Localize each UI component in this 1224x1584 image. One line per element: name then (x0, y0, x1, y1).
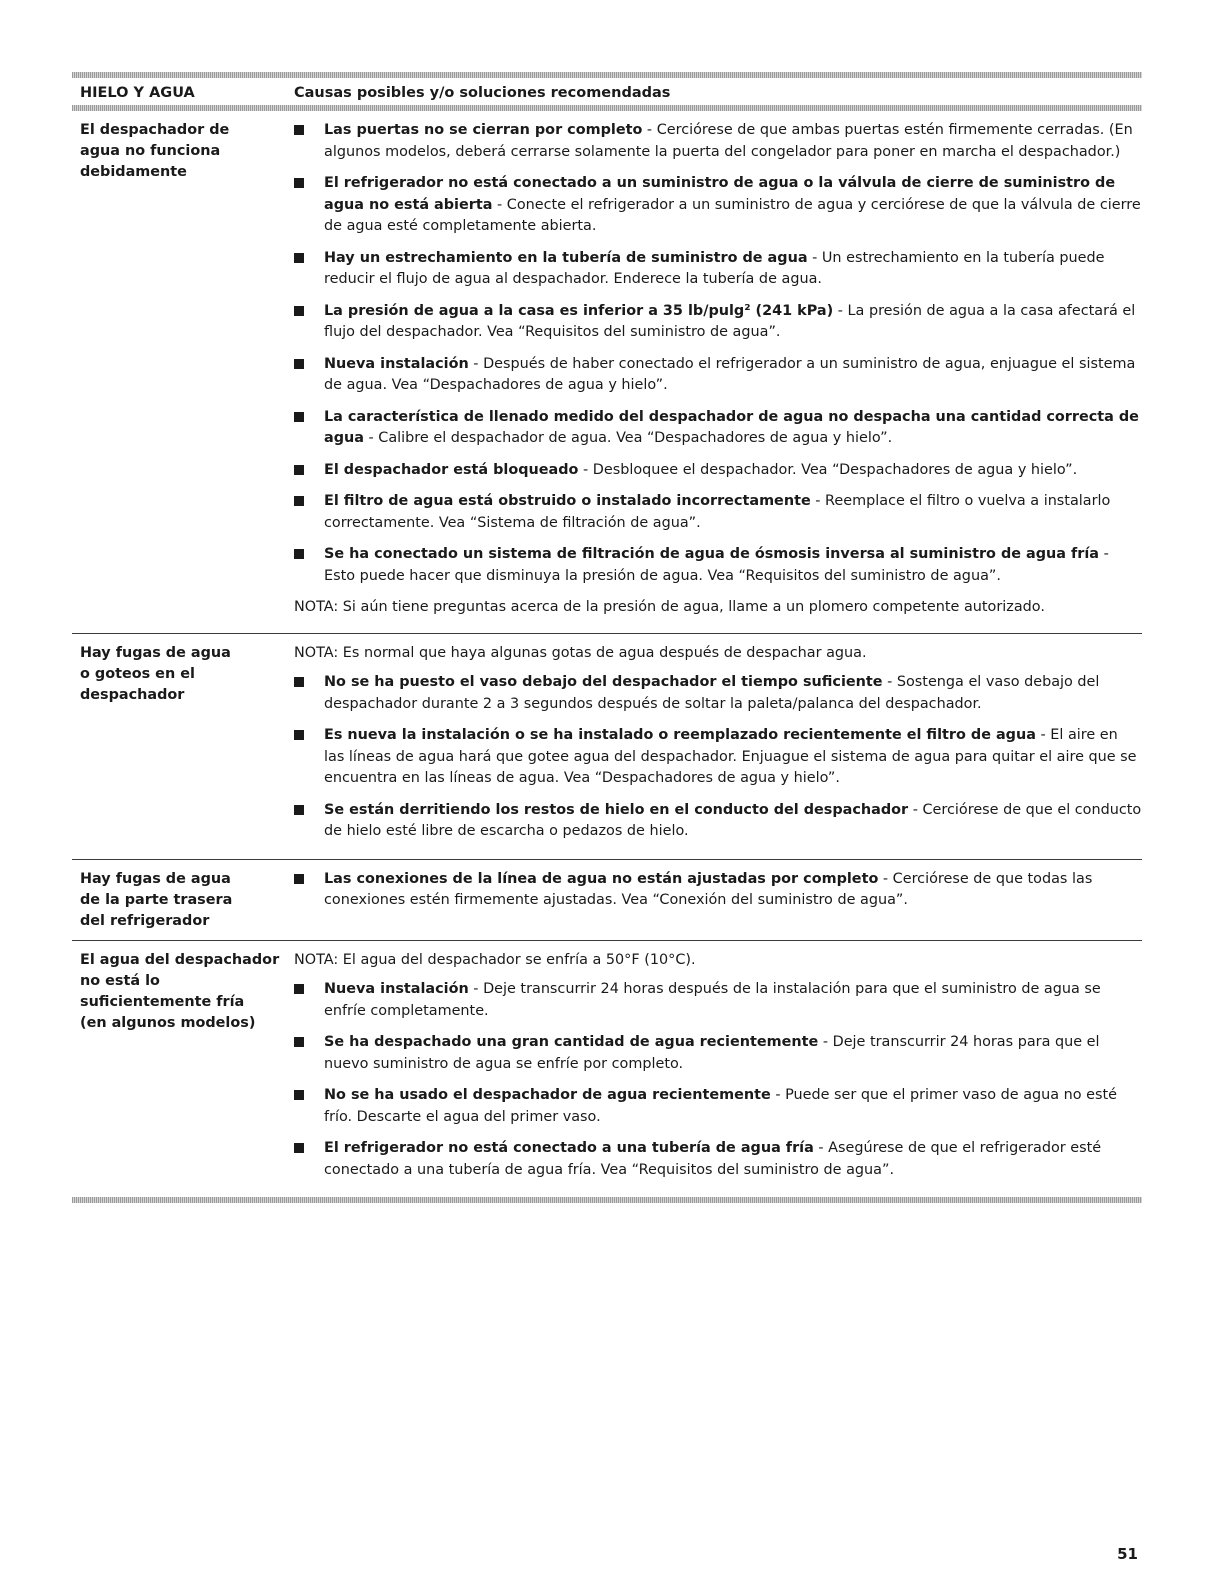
square-bullet-icon (294, 730, 304, 740)
table-row (72, 111, 1142, 633)
list-item (294, 979, 1142, 1022)
square-bullet-icon (294, 465, 304, 475)
problem-cell (72, 633, 294, 859)
list-item (294, 1085, 1142, 1128)
cause-text: Las conexiones de la línea de agua no están ajustadas por completo (324, 870, 879, 887)
cause-text: No se ha puesto el vaso debajo del despachador el tiempo suficiente (324, 674, 883, 690)
solution-text: - Esto puede hacer que disminuya la presión de agua. Vea “Requisitos del suministro de agua”. (324, 546, 1109, 584)
table-header (72, 78, 1142, 105)
list-item (294, 354, 1142, 397)
square-bullet-icon (294, 549, 304, 559)
solution-text: - Cerciórese de que el conducto de hielo esté libre de escarcha o pedazos de hielo. (324, 801, 1142, 839)
problem-line: o goteos en el (80, 665, 195, 682)
item-text (324, 672, 1142, 715)
solution-text: - El aire en las líneas de agua hará que gotee agua del despachador. Enjuague el sistema de agua para quitar el aire que se encuentra en las líneas de agua. Vea “Despachadores de agua y hielo”. (324, 727, 1137, 786)
solutions-cell (294, 633, 1142, 859)
list-item (294, 407, 1142, 450)
bottom-band (72, 1197, 1142, 1203)
square-bullet-icon (294, 496, 304, 506)
list-item (294, 173, 1142, 238)
cause-text: Es nueva la instalación o se ha instalado o reemplazado recientemente el filtro de agua (324, 727, 1036, 743)
square-bullet-icon (294, 1143, 304, 1153)
solutions-cell (294, 859, 1142, 940)
list-item (294, 725, 1142, 790)
solution-text: - Asegúrese de que el refrigerador esté conectado a una tubería de agua fría. Vea “Requisitos del suministro de agua”. (324, 1140, 1102, 1178)
solution-text: - Después de haber conectado el refrigerador a un suministro de agua, enjuague el sistema de agua. Vea “Despachadores de agua y hielo”. (324, 355, 1136, 393)
square-bullet-icon (294, 412, 304, 422)
square-bullet-icon (294, 1037, 304, 1047)
list-item (294, 1032, 1142, 1075)
solution-text: - Conecte el refrigerador a un suministro de agua y cerciórese de que la válvula de cierre de agua esté completamente abierta. (324, 196, 1141, 234)
item-text (324, 120, 1142, 163)
solution-text: - Cerciórese de que ambas puertas estén firmemente cerradas. (En algunos modelos, deberá cerrarse solamente la puerta del congelador para poner en marcha el despachador.) (324, 122, 1133, 160)
cause-text: No se ha usado el despachador de agua recientemente (324, 1087, 771, 1103)
item-text (324, 354, 1142, 397)
header-causes-title: Causas posibles y/o soluciones recomendadas (294, 85, 671, 101)
square-bullet-icon (294, 677, 304, 687)
solution-text: - Deje transcurrir 24 horas para que el nuevo suministro de agua se enfríe por completo. (324, 1034, 1100, 1072)
item-text (324, 869, 1142, 912)
square-bullet-icon (294, 178, 304, 188)
solution-text: - Calibre el despachador de agua. Vea “Despachadores de agua y hielo”. (363, 430, 893, 446)
problem-line: El despachador de (80, 122, 230, 138)
item-text (324, 1032, 1142, 1075)
square-bullet-icon (294, 1090, 304, 1100)
problem-line: El agua del despachador (80, 951, 280, 968)
list-item (294, 248, 1142, 291)
solution-text: - Puede ser que el primer vaso de agua no esté frío. Descarte el agua del primer vaso. (324, 1087, 1118, 1125)
problem-line: de la parte trasera (80, 891, 233, 908)
item-text (324, 1085, 1142, 1128)
solution-text: - Reemplace el filtro o vuelva a instalarlo correctamente. Vea “Sistema de filtración de agua”. (324, 493, 1111, 531)
problem-line: agua no funciona (80, 143, 221, 159)
solutions-cell (294, 111, 1142, 633)
solution-text: - Un estrechamiento en la tubería puede reducir el flujo de agua al despachador. Enderece la tubería de agua. (324, 249, 1105, 287)
page-number: 51 (1117, 1545, 1138, 1563)
square-bullet-icon (294, 125, 304, 135)
table-row (72, 940, 1142, 1197)
solution-text: - Deje transcurrir 24 horas después de la instalación para que el suministro de agua se enfríe completamente. (324, 981, 1101, 1019)
list-item (294, 120, 1142, 163)
note (294, 597, 1142, 619)
problem-line: despachador (80, 686, 185, 703)
square-bullet-icon (294, 984, 304, 994)
item-text (324, 491, 1142, 534)
list-item (294, 544, 1142, 587)
header-section-title: HIELO Y AGUA (80, 85, 195, 101)
note-label: NOTA: (294, 951, 339, 968)
problem-line: del refrigerador (80, 912, 210, 929)
solution-text: - Sostenga el vaso debajo del despachador durante 2 a 3 segundos después de soltar la paleta/palanca del despachador. (324, 674, 1100, 712)
cause-text: Hay un estrechamiento en la tubería de suministro de agua (324, 249, 808, 266)
list-item (294, 672, 1142, 715)
item-text (324, 248, 1142, 291)
problem-line: (en algunos modelos) (80, 1014, 256, 1031)
cause-text: Nueva instalación (324, 355, 469, 372)
list-item (294, 869, 1142, 912)
troubleshooting-table (72, 111, 1142, 1197)
square-bullet-icon (294, 805, 304, 815)
list-item (294, 1138, 1142, 1181)
item-text (324, 460, 1142, 482)
problem-cell (72, 111, 294, 633)
problem-line: Hay fugas de agua (80, 644, 231, 661)
item-text (324, 407, 1142, 450)
troubleshooting-page (72, 72, 1142, 1203)
item-text (324, 173, 1142, 238)
item-text (324, 725, 1142, 790)
square-bullet-icon (294, 874, 304, 884)
square-bullet-icon (294, 359, 304, 369)
problem-line: suficientemente fría (80, 993, 245, 1010)
note-label: NOTA: (294, 599, 339, 615)
note-label: NOTA: (294, 644, 339, 661)
problem-cell (72, 859, 294, 940)
item-text (324, 301, 1142, 344)
note-text: Si aún tiene preguntas acerca de la presión de agua, llame a un plomero competente autorizado. (338, 599, 1045, 615)
cause-text: El filtro de agua está obstruido o instalado incorrectamente (324, 493, 811, 509)
item-text (324, 979, 1142, 1022)
solution-text: - Desbloquee el despachador. Vea “Despachadores de agua y hielo”. (578, 461, 1078, 478)
note (294, 643, 1142, 665)
item-text (324, 800, 1142, 843)
note (294, 950, 1142, 972)
item-text (324, 1138, 1142, 1181)
solutions-cell (294, 940, 1142, 1197)
cause-text: El refrigerador no está conectado a un suministro de agua o la válvula de cierre de suministro de agua no está abierta (324, 175, 1116, 213)
table-row (72, 633, 1142, 859)
solution-text: - La presión de agua a la casa afectará el flujo del despachador. Vea “Requisitos del suministro de agua”. (324, 302, 1136, 340)
solution-text: - Cerciórese de que todas las conexiones estén firmemente ajustadas. Vea “Conexión del suministro de agua”. (324, 870, 1093, 908)
square-bullet-icon (294, 253, 304, 263)
list-item (294, 460, 1142, 482)
note-text: Es normal que haya algunas gotas de agua después de despachar agua. (338, 644, 867, 661)
item-text (324, 544, 1142, 587)
cause-text: El despachador está bloqueado (324, 461, 579, 478)
cause-text: Las puertas no se cierran por completo (324, 122, 643, 138)
cause-text: La presión de agua a la casa es inferior a 35 lb/pulg² (241 kPa) (324, 302, 834, 319)
problem-line: debidamente (80, 164, 187, 180)
cause-text: La característica de llenado medido del despachador de agua no despacha una cantidad correcta de agua (324, 408, 1139, 446)
cause-text: Se ha conectado un sistema de filtración de agua de ósmosis inversa al suministro de agua fría (324, 546, 1100, 562)
list-item (294, 800, 1142, 843)
problem-line: no está lo (80, 972, 160, 989)
table-row (72, 859, 1142, 940)
note-text: El agua del despachador se enfría a 50°F (10°C). (338, 951, 696, 968)
square-bullet-icon (294, 306, 304, 316)
problem-line: Hay fugas de agua (80, 870, 231, 887)
cause-text: Se ha despachado una gran cantidad de agua recientemente (324, 1034, 819, 1050)
list-item (294, 491, 1142, 534)
cause-text: Se están derritiendo los restos de hielo en el conducto del despachador (324, 801, 909, 818)
problem-cell (72, 940, 294, 1197)
cause-text: El refrigerador no está conectado a una tubería de agua fría (324, 1140, 814, 1156)
cause-text: Nueva instalación (324, 981, 469, 997)
list-item (294, 301, 1142, 344)
